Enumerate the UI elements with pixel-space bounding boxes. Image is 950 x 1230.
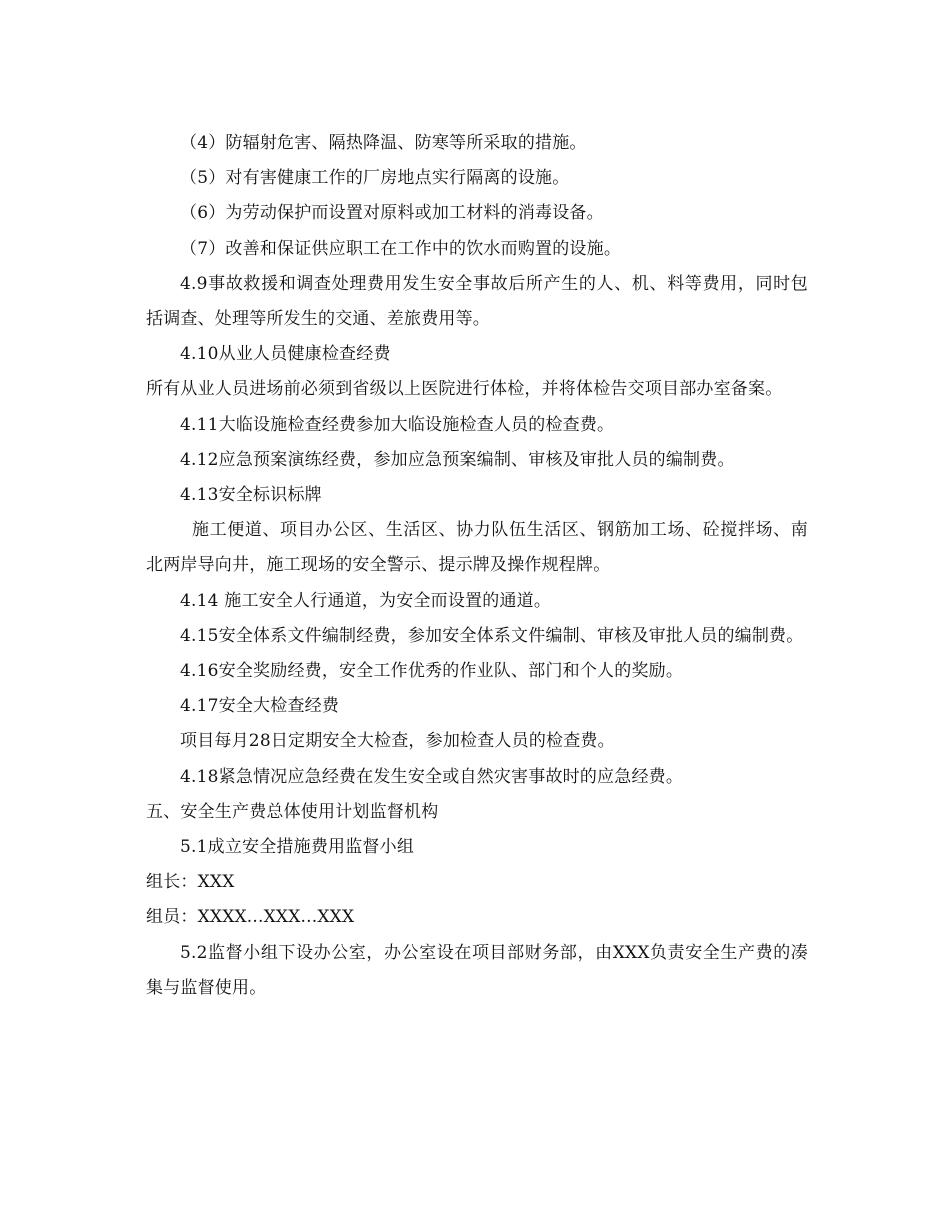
paragraph-section-4-14: 4.14 施工安全人行通道，为安全而设置的通道。 <box>180 590 552 611</box>
paragraph-section-4-12: 4.12应急预案演练经费，参加应急预案编制、审核及审批人员的编制费。 <box>180 449 735 470</box>
paragraph-item-6: （6）为劳动保护而设置对原料或加工材料的消毒设备。 <box>180 203 604 224</box>
paragraph-section-4-17-body: 项目每月28日定期安全大检查，参加检查人员的检查费。 <box>180 731 615 752</box>
paragraph-section-4-10-body: 所有从业人员进场前必须到省级以上医院进行体检，并将体检告交项目部办室备案。 <box>146 379 783 400</box>
paragraph-section-4-13-body: 施工便道、项目办公区、生活区、协力队伍生活区、钢筋加工场、砼搅拌场、南北两岸导向井，施工现场的安全警示、提示牌及操作规程牌。 <box>146 520 808 576</box>
paragraph-section-5-1: 5.1成立安全措施费用监督小组 <box>180 837 415 858</box>
paragraph-section-4-16: 4.16安全奖励经费，安全工作优秀的作业队、部门和个人的奖励。 <box>180 661 684 682</box>
paragraph-section-4-13-heading: 4.13安全标识标牌 <box>180 485 322 506</box>
team-leader-line: 组长：XXX <box>146 872 235 893</box>
document-body <box>146 126 808 1006</box>
paragraph-section-4-9: 4.9事故救援和调查处理费用发生安全事故后所产生的人、机、料等费用，同时包括调查、处理等所发生的交通、差旅费用等。 <box>146 273 808 330</box>
team-members-line: 组员：XXXX...XXX...XXX <box>146 907 355 928</box>
paragraph-item-4: （4）防辐射危害、隔热降温、防寒等所采取的措施。 <box>180 133 587 153</box>
paragraph-section-4-15: 4.15安全体系文件编制经费，参加安全体系文件编制、审核及审批人员的编制费。 <box>180 625 804 646</box>
paragraph-section-4-11: 4.11大临设施检查经费参加大临设施检查人员的检查费。 <box>180 414 615 435</box>
section-heading-5: 五、安全生产费总体使用计划监督机构 <box>146 801 439 822</box>
paragraph-section-4-18: 4.18紧急情况应急经费在发生安全或自然灾害事故时的应急经费。 <box>180 766 684 787</box>
paragraph-section-4-10-heading: 4.10从业人员健康检查经费 <box>180 344 391 365</box>
paragraph-item-7: （7）改善和保证供应职工在工作中的饮水而购置的设施。 <box>180 238 622 259</box>
paragraph-item-5: （5）对有害健康工作的厂房地点实行隔离的设施。 <box>180 168 570 189</box>
paragraph-section-4-17-heading: 4.17安全大检查经费 <box>180 696 340 717</box>
paragraph-section-5-2: 5.2监督小组下设办公室，办公室设在项目部财务部，由XXX负责安全生产费的凑集与监督使用。 <box>146 942 808 998</box>
